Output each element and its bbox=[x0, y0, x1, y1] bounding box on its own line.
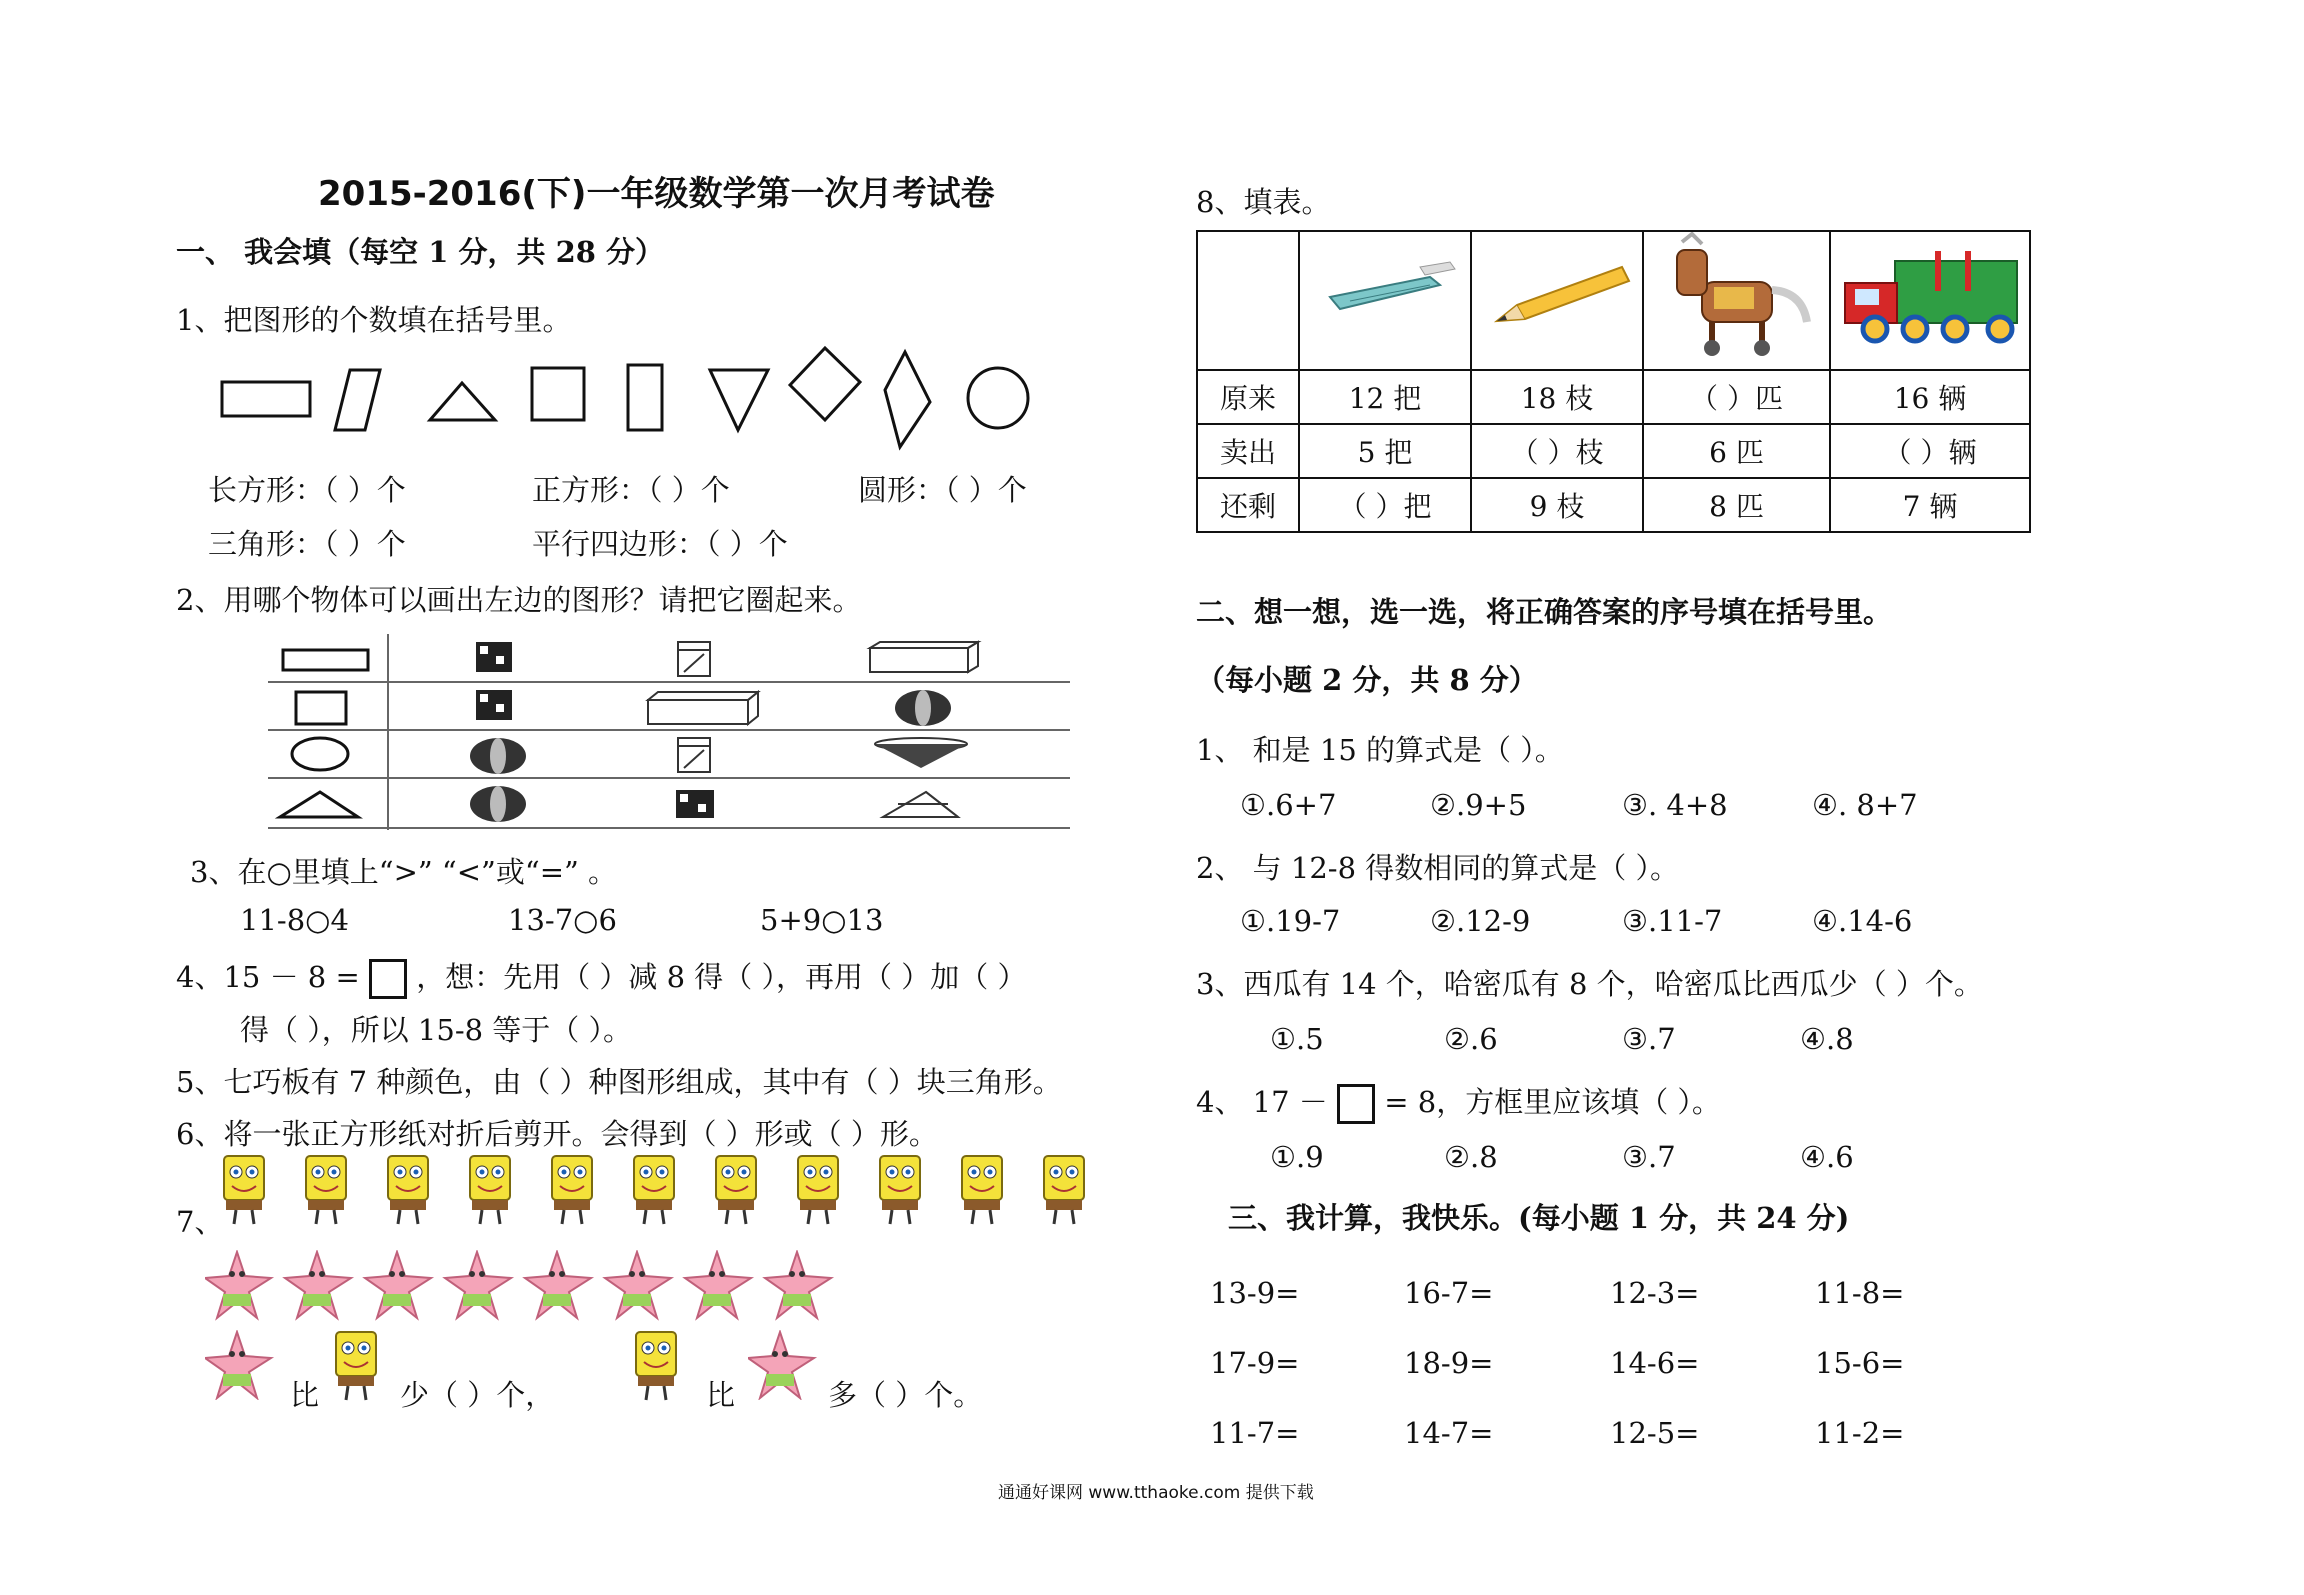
row4-triangle bbox=[280, 792, 358, 817]
inverted-triangle-shape bbox=[710, 370, 768, 430]
table-cell: 7 辆 bbox=[1830, 478, 2030, 532]
toy-truck-icon bbox=[1835, 247, 2025, 347]
pencil-picture-cell bbox=[1471, 231, 1643, 370]
calc-problem[interactable]: 14-6= bbox=[1610, 1346, 1700, 1380]
s2-q2-option-4[interactable]: ④.14-6 bbox=[1812, 904, 1913, 938]
q2-object-grid bbox=[258, 632, 1073, 832]
box-icon bbox=[678, 642, 710, 676]
parallelogram-shape bbox=[335, 370, 380, 430]
s2-q1-text: 1、 和是 15 的算式是（ ）。 bbox=[1196, 733, 1564, 767]
q4-equation: 4、15 － 8 = bbox=[176, 960, 360, 994]
calc-problem[interactable]: 12-5= bbox=[1610, 1416, 1700, 1450]
q2-text: 2、用哪个物体可以画出左边的图形？请把它圈起来。 bbox=[176, 583, 862, 617]
s2-q4-part-b: = 8，方框里应该填（ ）。 bbox=[1384, 1085, 1721, 1119]
table-corner-cell bbox=[1197, 231, 1299, 370]
q1-count-square: 正方形：（ ）个 bbox=[532, 473, 730, 507]
table-row bbox=[1197, 478, 2030, 532]
patrick-icon bbox=[748, 1332, 814, 1398]
q7-shao: 少（ ）个， bbox=[400, 1378, 555, 1412]
kite-shape bbox=[885, 352, 930, 447]
horse-picture-cell bbox=[1643, 231, 1830, 370]
s2-q2-option-3[interactable]: ③.11-7 bbox=[1622, 904, 1723, 938]
calc-problem[interactable]: 18-9= bbox=[1404, 1346, 1494, 1380]
calc-problem[interactable]: 15-6= bbox=[1815, 1346, 1905, 1380]
spongebob-icon bbox=[636, 1332, 676, 1400]
q7-bi-1: 比 bbox=[290, 1378, 320, 1412]
footer-credit: 通通好课网 www.tthaoke.com 提供下载 bbox=[998, 1483, 1314, 1503]
q8-text: 8、填表。 bbox=[1196, 185, 1331, 219]
table-cell[interactable]: （ ）枝 bbox=[1471, 424, 1643, 478]
q4-line2: 得（ ），所以 15-8 等于（ ）。 bbox=[240, 1013, 633, 1047]
table-cell: 5 把 bbox=[1299, 424, 1471, 478]
row1-rectangle bbox=[283, 650, 368, 670]
ball-icon bbox=[470, 786, 526, 822]
answer-box[interactable] bbox=[1337, 1084, 1375, 1124]
q7-patrick-b bbox=[748, 1330, 818, 1400]
square-shape bbox=[532, 368, 584, 420]
calc-problem[interactable]: 14-7= bbox=[1404, 1416, 1494, 1450]
table-header-row bbox=[1197, 231, 2030, 370]
circle-shape bbox=[968, 368, 1028, 428]
row-label: 还剩 bbox=[1197, 478, 1299, 532]
s2-q3-text: 3、西瓜有 14 个，哈密瓜有 8 个，哈密瓜比西瓜少（ ）个。 bbox=[1196, 967, 1983, 1001]
triangle-shape bbox=[430, 383, 495, 420]
table-cell: 16 辆 bbox=[1830, 370, 2030, 424]
s2-q2-text: 2、 与 12-8 得数相同的算式是（ ）。 bbox=[1196, 851, 1679, 885]
answer-box[interactable] bbox=[369, 959, 407, 999]
pencil-icon bbox=[1477, 257, 1637, 337]
q1-count-parallelogram: 平行四边形：（ ）个 bbox=[532, 527, 788, 561]
table-cell: 6 匹 bbox=[1643, 424, 1830, 478]
s2-q4-part-a: 4、 17 － bbox=[1196, 1085, 1328, 1119]
rhombus-shape bbox=[790, 348, 860, 420]
rectangle-shape bbox=[222, 382, 310, 416]
q1-count-triangle: 三角形：（ ）个 bbox=[208, 527, 406, 561]
dice-icon bbox=[476, 642, 512, 672]
calc-problem[interactable]: 11-7= bbox=[1210, 1416, 1300, 1450]
q1-count-rectangle: 长方形：（ ）个 bbox=[208, 473, 406, 507]
s2-q2-option-1[interactable]: ①.19-7 bbox=[1240, 904, 1341, 938]
ruler-picture-cell bbox=[1299, 231, 1471, 370]
calc-problem[interactable]: 17-9= bbox=[1210, 1346, 1300, 1380]
calc-problem[interactable]: 12-3= bbox=[1610, 1276, 1700, 1310]
table-cell[interactable]: （ ）辆 bbox=[1830, 424, 2030, 478]
q7-patrick-a bbox=[205, 1330, 275, 1400]
s2-q3-option-1[interactable]: ①.5 bbox=[1270, 1022, 1324, 1056]
triangular-prism-icon bbox=[883, 792, 958, 817]
toy-horse-icon bbox=[1652, 232, 1822, 362]
spongebob-icon bbox=[224, 1156, 264, 1224]
q4-hint: ，想：先用（ ）减 8 得（ ），再用（ ）加（ ） bbox=[416, 960, 1027, 994]
calc-problem[interactable]: 11-8= bbox=[1815, 1276, 1905, 1310]
table-cell[interactable]: （ ）把 bbox=[1299, 478, 1471, 532]
row2-square bbox=[296, 692, 346, 724]
s2-q4-text bbox=[1196, 1080, 1721, 1124]
box-icon bbox=[678, 738, 710, 772]
table-cell: 18 枝 bbox=[1471, 370, 1643, 424]
truck-picture-cell bbox=[1830, 231, 2030, 370]
q7-bi-2: 比 bbox=[706, 1378, 736, 1412]
section2-subheading: （每小题 2 分，共 8 分） bbox=[1196, 663, 1538, 697]
q5-text: 5、七巧板有 7 种颜色，由（ ）种图形组成，其中有（ ）块三角形。 bbox=[176, 1065, 1062, 1099]
s2-q4-option-1[interactable]: ①.9 bbox=[1270, 1140, 1324, 1174]
calc-problem[interactable]: 13-9= bbox=[1210, 1276, 1300, 1310]
s2-q3-option-2[interactable]: ②.6 bbox=[1444, 1022, 1498, 1056]
ruler-icon bbox=[1310, 257, 1460, 337]
table-cell: 8 匹 bbox=[1643, 478, 1830, 532]
row3-circle bbox=[292, 738, 348, 770]
q1-shapes bbox=[200, 340, 1060, 460]
q7-number: 7、 bbox=[176, 1205, 224, 1239]
q3-item-3: 5+9○13 bbox=[760, 903, 884, 937]
table-cell[interactable]: （ ）匹 bbox=[1643, 370, 1830, 424]
q3-text: 3、在○里填上“>” “<”或“=” 。 bbox=[190, 855, 618, 889]
q8-table bbox=[1196, 230, 2031, 533]
calc-problem[interactable]: 11-2= bbox=[1815, 1416, 1905, 1450]
section3-heading: 三、我计算，我快乐。(每小题 1 分，共 24 分) bbox=[1228, 1201, 1850, 1235]
q4-line1 bbox=[176, 955, 1026, 999]
q3-item-1: 11-8○4 bbox=[240, 903, 349, 937]
cone-icon bbox=[875, 738, 967, 768]
ball-icon bbox=[470, 738, 526, 774]
s2-q4-option-3[interactable]: ③.7 bbox=[1622, 1140, 1676, 1174]
calc-problem[interactable]: 16-7= bbox=[1404, 1276, 1494, 1310]
exam-title: 2015-2016(下)一年级数学第一次月考试卷 bbox=[318, 174, 995, 214]
q3-item-2: 13-7○6 bbox=[508, 903, 617, 937]
tall-rectangle-shape bbox=[628, 365, 662, 430]
patrick-icon bbox=[205, 1332, 271, 1398]
s2-q1-option-2[interactable]: ②.9+5 bbox=[1430, 788, 1527, 822]
s2-q1-option-1[interactable]: ①.6+7 bbox=[1240, 788, 1337, 822]
dice-icon bbox=[676, 790, 714, 818]
q7-duo: 多（ ）个。 bbox=[828, 1378, 983, 1412]
q6-text: 6、将一张正方形纸对折后剪开。会得到（ ）形或（ ）形。 bbox=[176, 1117, 938, 1151]
q7-spongebob-a bbox=[330, 1328, 386, 1406]
spongebob-icon bbox=[336, 1332, 376, 1400]
s2-q2-option-2[interactable]: ②.12-9 bbox=[1430, 904, 1531, 938]
s2-q1-option-3[interactable]: ③. 4+8 bbox=[1622, 788, 1728, 822]
q1-count-circle: 圆形：（ ）个 bbox=[858, 473, 1027, 507]
section1-heading: 一、 我会填（每空 1 分，共 28 分） bbox=[176, 235, 665, 269]
s2-q3-option-4[interactable]: ④.8 bbox=[1800, 1022, 1854, 1056]
section2-heading: 二、想一想，选一选，将正确答案的序号填在括号里。 bbox=[1196, 595, 1893, 629]
q7-spongebob-b bbox=[630, 1328, 686, 1406]
dice-icon bbox=[476, 690, 512, 720]
q1-text: 1、把图形的个数填在括号里。 bbox=[176, 303, 572, 337]
patrick-icon bbox=[205, 1252, 271, 1318]
row-label: 原来 bbox=[1197, 370, 1299, 424]
s2-q1-option-4[interactable]: ④. 8+7 bbox=[1812, 788, 1918, 822]
table-row bbox=[1197, 424, 2030, 478]
table-cell: 9 枝 bbox=[1471, 478, 1643, 532]
s2-q4-option-2[interactable]: ②.8 bbox=[1444, 1140, 1498, 1174]
row-label: 卖出 bbox=[1197, 424, 1299, 478]
table-cell: 12 把 bbox=[1299, 370, 1471, 424]
cuboid-icon bbox=[648, 692, 758, 724]
ball-icon bbox=[895, 690, 951, 726]
s2-q4-option-4[interactable]: ④.6 bbox=[1800, 1140, 1854, 1174]
s2-q3-option-3[interactable]: ③.7 bbox=[1622, 1022, 1676, 1056]
table-row bbox=[1197, 370, 2030, 424]
cuboid-icon bbox=[870, 642, 978, 672]
patrick-row bbox=[205, 1250, 845, 1330]
spongebob-row bbox=[218, 1152, 1118, 1232]
